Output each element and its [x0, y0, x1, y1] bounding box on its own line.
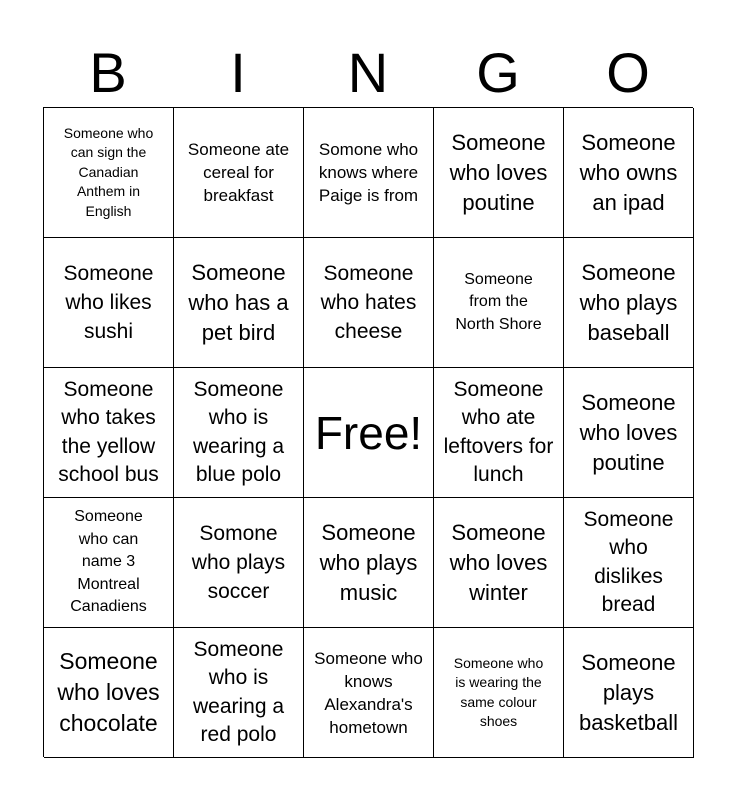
bingo-cell-text: Someone who takes the yellow school bus — [58, 377, 159, 486]
bingo-cell[interactable] — [564, 238, 694, 368]
bingo-cell-text: Someone who ate leftovers for lunch — [443, 377, 554, 486]
bingo-cell[interactable] — [44, 498, 174, 628]
bingo-cell-text: Someone who can sign the Canadian Anthem in English — [63, 124, 154, 219]
bingo-cell-text: Someone who loves chocolate — [57, 648, 160, 736]
bingo-cell[interactable] — [44, 238, 174, 368]
bingo-cell[interactable] — [434, 368, 564, 498]
bingo-cell[interactable] — [174, 368, 304, 498]
bingo-cell-text: Someone plays basketball — [578, 649, 679, 735]
bingo-cell[interactable] — [304, 238, 434, 368]
header-letter-n: N — [347, 41, 389, 104]
free-space-cell[interactable] — [304, 368, 434, 498]
bingo-cell[interactable] — [304, 108, 434, 238]
bingo-cell[interactable] — [434, 108, 564, 238]
bingo-cell-text: Someone who loves poutine — [449, 129, 548, 215]
bingo-cell-text: Someone who plays baseball — [579, 259, 678, 345]
bingo-cell[interactable] — [434, 628, 564, 758]
bingo-header — [43, 40, 693, 106]
bingo-cell-text: Someone ate cereal for breakfast — [187, 140, 290, 205]
bingo-cell[interactable] — [564, 368, 694, 498]
bingo-cell[interactable] — [304, 498, 434, 628]
bingo-cell-text: Someone who dislikes bread — [583, 507, 674, 616]
bingo-card-grid — [43, 107, 693, 757]
bingo-cell-text: Someone who can name 3 Montreal Canadiens — [70, 508, 147, 616]
bingo-cell-text: Someone who is wearing a blue polo — [192, 377, 285, 486]
bingo-cell[interactable] — [564, 108, 694, 238]
header-letter-i: I — [230, 41, 246, 104]
bingo-cell-text: Someone who plays music — [319, 519, 418, 605]
bingo-cell-text: Someone who likes sushi — [63, 262, 154, 343]
bingo-cell-text: Someone who loves winter — [449, 519, 548, 605]
bingo-cell[interactable] — [44, 368, 174, 498]
header-letter-o: O — [606, 41, 650, 104]
bingo-cell[interactable] — [174, 238, 304, 368]
bingo-cell-text: Someone who is wearing a red polo — [192, 637, 285, 746]
bingo-cell-text: Someone from the North Shore — [455, 270, 542, 333]
bingo-cell[interactable] — [174, 628, 304, 758]
bingo-cell[interactable] — [174, 498, 304, 628]
bingo-cell[interactable] — [564, 628, 694, 758]
bingo-cell[interactable] — [174, 108, 304, 238]
bingo-cell[interactable] — [44, 108, 174, 238]
bingo-cell[interactable] — [44, 628, 174, 758]
bingo-cell-text: Somone who knows where Paige is from — [318, 140, 419, 205]
bingo-cell[interactable] — [434, 498, 564, 628]
bingo-cell-text: Someone who loves poutine — [579, 389, 678, 475]
bingo-cell[interactable] — [434, 238, 564, 368]
bingo-cell-text: Someone who has a pet bird — [188, 259, 289, 345]
bingo-cell[interactable] — [304, 628, 434, 758]
bingo-cell-text: Someone who owns an ipad — [579, 129, 678, 215]
header-letter-g: G — [476, 41, 520, 104]
bingo-cell-text: Someone who knows Alexandra's hometown — [314, 648, 423, 737]
header-letter-b: B — [89, 41, 127, 104]
bingo-cell-text: Someone who hates cheese — [320, 262, 417, 343]
bingo-cell[interactable] — [564, 498, 694, 628]
bingo-cell-text: Somone who plays soccer — [191, 522, 286, 603]
bingo-cell-text: Someone who is wearing the same colour shoes — [453, 654, 544, 729]
free-space-text: Free! — [314, 406, 423, 459]
